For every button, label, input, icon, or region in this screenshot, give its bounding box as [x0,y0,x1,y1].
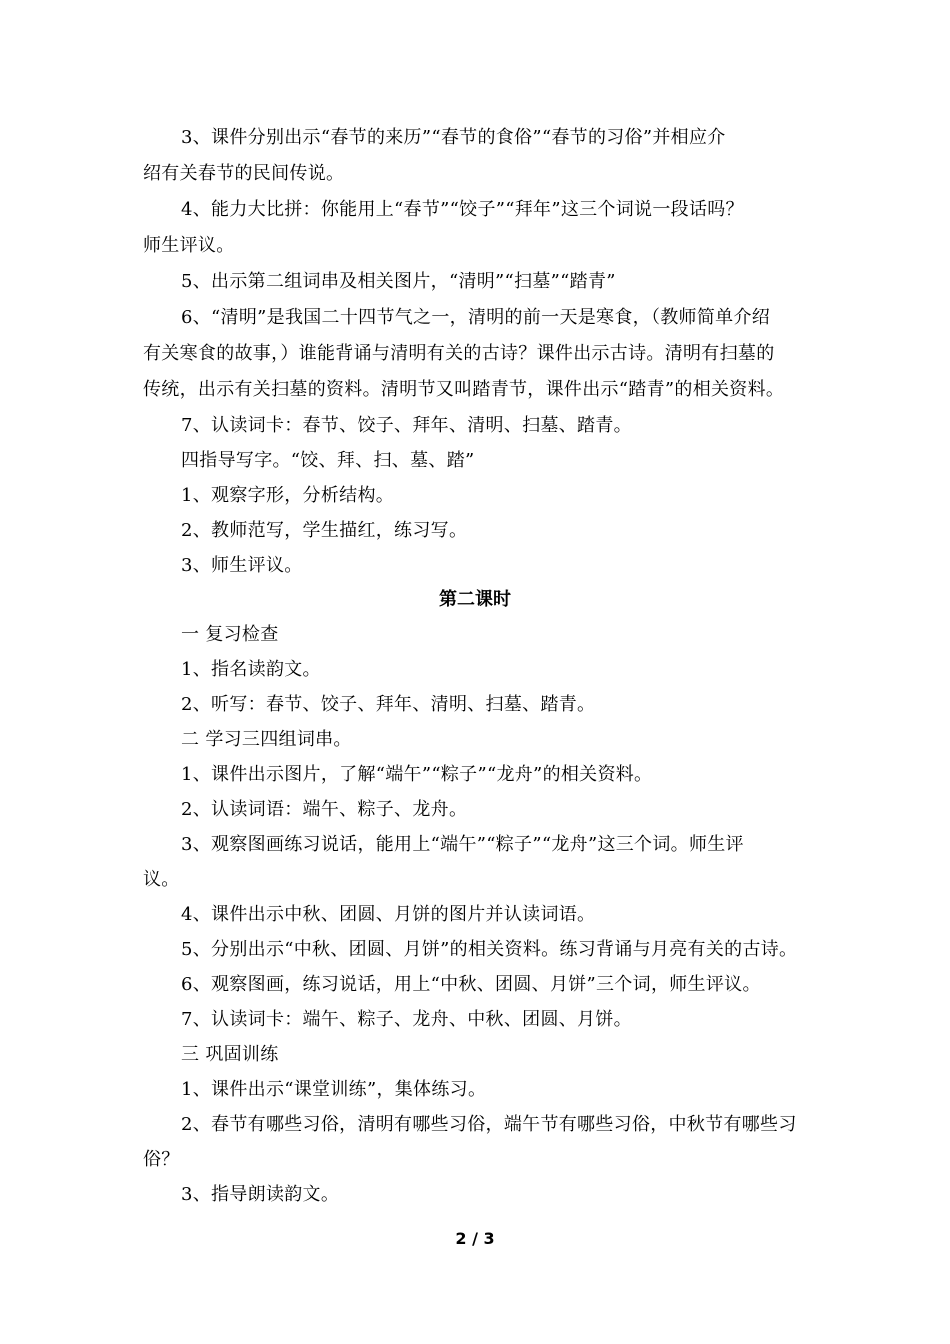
paragraph-line: 一 复习检查 [181,624,279,645]
paragraph-line: 4、课件出示中秋、团圆、月饼的图片并认读词语。 [181,904,596,925]
paragraph-line: 3、课件分别出示“春节的来历”“春节的食俗”“春节的习俗”并相应介 [181,127,726,148]
paragraph-line: 传统，出示有关扫墓的资料。清明节又叫踏青节，课件出示“踏青”的相关资料。 [143,379,785,400]
paragraph-line: 1、课件出示“课堂训练”，集体练习。 [181,1079,487,1100]
paragraph-line: 7、认读词卡：春节、饺子、拜年、清明、扫墓、踏青。 [181,415,632,436]
paragraph-line: 6、观察图画，练习说话，用上“中秋、团圆、月饼”三个词，师生评议。 [181,974,761,995]
paragraph-line: 四指导写字。“饺、拜、扫、墓、踏” [181,450,475,471]
paragraph-line: 2、春节有哪些习俗，清明有哪些习俗，端午节有哪些习俗，中秋节有哪些习 [181,1114,797,1135]
paragraph-line: 6、“清明”是我国二十四节气之一，清明的前一天是寒食，（教师简单介绍 [181,307,771,328]
paragraph-line: 2、认读词语：端午、粽子、龙舟。 [181,799,468,820]
paragraph-line: 师生评议。 [143,235,235,256]
paragraph-line: 2、听写：春节、饺子、拜年、清明、扫墓、踏青。 [181,694,596,715]
paragraph-line: 4、能力大比拼：你能用上“春节”“饺子”“拜年”这三个词说一段话吗？ [181,199,744,220]
paragraph-line: 议。 [143,869,180,890]
paragraph-line: 3、师生评议。 [181,555,303,576]
paragraph-line: 有关寒食的故事，）谁能背诵与清明有关的古诗？课件出示古诗。清明有扫墓的 [143,343,775,364]
paragraph-line: 2、教师范写，学生描红，练习写。 [181,520,468,541]
paragraph-line: 1、指名读韵文。 [181,659,321,680]
paragraph-line: 二 学习三四组词串。 [181,729,352,750]
paragraph-line: 1、课件出示图片，了解“端午”“粽子”“龙舟”的相关资料。 [181,764,653,785]
paragraph-line: 绍有关春节的民间传说。 [143,163,345,184]
paragraph-line: 5、出示第二组词串及相关图片，“清明”“扫墓”“踏青” [181,271,616,292]
paragraph-line: 3、观察图画练习说话，能用上“端午”“粽子”“龙舟”这三个词。师生评 [181,834,744,855]
paragraph-line: 1、观察字形，分析结构。 [181,485,395,506]
paragraph-line: 三 巩固训练 [181,1044,279,1065]
section-heading: 第二课时 [439,589,511,610]
page-number: 2 / 3 [455,1229,495,1248]
paragraph-line: 3、指导朗读韵文。 [181,1184,340,1205]
paragraph-line: 俗？ [143,1149,180,1170]
paragraph-line: 7、认读词卡：端午、粽子、龙舟、中秋、团圆、月饼。 [181,1009,632,1030]
paragraph-line: 5、分别出示“中秋、团圆、月饼”的相关资料。练习背诵与月亮有关的古诗。 [181,939,798,960]
